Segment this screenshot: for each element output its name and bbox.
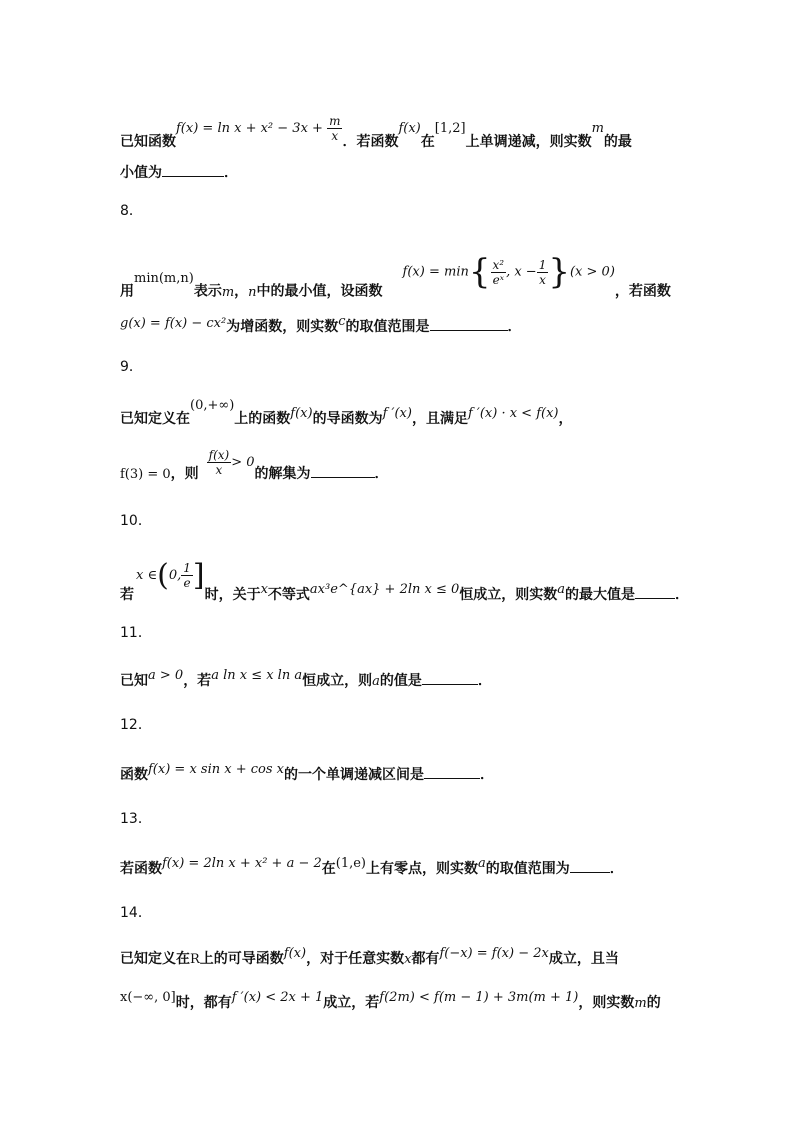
math-cond: a > 0 xyxy=(148,668,184,683)
text: 的值是 xyxy=(379,673,422,689)
text: 恒成立，则实数 xyxy=(459,587,558,603)
text: 已知定义在 xyxy=(120,411,190,427)
math-R: R xyxy=(190,952,200,967)
text: 的 xyxy=(646,995,661,1011)
text: ． xyxy=(479,767,494,783)
text: ．若函数 xyxy=(342,134,399,150)
text: 为增函数，则实数 xyxy=(226,319,339,335)
q9-line1 xyxy=(120,398,684,428)
q8-line1 xyxy=(120,252,684,312)
math-n: n xyxy=(248,284,257,300)
math-min: min(m,n) xyxy=(134,270,194,286)
text: 上有零点，则实数 xyxy=(366,861,478,877)
q7-line2 xyxy=(120,162,684,182)
formula-interval: x ∈(0, $\frac{1}{e}$ ] xyxy=(136,558,205,593)
formula-f-min: f(x) = min{ $\frac{\text{x²}}{\text{eˣ}}$ , x − $\frac{1}{x}$ }(x > 0) xyxy=(402,252,615,292)
math-fx: f(x) xyxy=(290,406,313,421)
math-fx: f(x) xyxy=(283,946,307,961)
math-f3: f(3) = 0 xyxy=(120,467,171,482)
text: 已知函数 xyxy=(120,134,176,150)
text: 在 xyxy=(321,861,336,877)
formula-frac: $\frac{f(x)}{x}$ > 0 xyxy=(208,448,255,477)
text: 的导函数为 xyxy=(312,411,383,427)
text: 时，都有 xyxy=(175,995,232,1011)
answer-blank[interactable] xyxy=(424,778,480,779)
math-eq: f(−x) = f(x) − 2x xyxy=(439,946,549,961)
question-number: 9． xyxy=(120,359,143,375)
text: 的取值范围是 xyxy=(345,319,430,335)
text: 若 xyxy=(120,587,134,603)
answer-blank[interactable] xyxy=(635,598,675,599)
text: ，则实数 xyxy=(578,995,635,1011)
math-interval: [1,2] xyxy=(434,121,466,136)
text: ． xyxy=(224,165,238,181)
text: ，则 xyxy=(170,466,199,482)
math-ineq: ax³e^{ax} + 2ln x ≤ 0 xyxy=(309,582,460,597)
text: 小值为 xyxy=(120,165,162,181)
math-ineq: f ′(x) · x < f(x) xyxy=(467,406,559,421)
math-x: x xyxy=(404,952,412,967)
q11-line1 xyxy=(120,670,684,690)
text: 中的最小值，设函数 xyxy=(256,283,383,300)
math-fprime: f ′(x) xyxy=(382,406,412,421)
math-ineq: a ln x ≤ x ln a xyxy=(211,668,303,683)
q8-line2 xyxy=(120,316,684,336)
math-interval: (1,e) xyxy=(335,856,366,871)
math-ineq2: f(2m) < f(m − 1) + 3m(m + 1) xyxy=(379,990,579,1005)
text: 上单调递减，则实数 xyxy=(465,134,592,150)
text: ，且满足 xyxy=(411,411,468,427)
math-m: m xyxy=(634,996,647,1011)
text: ． xyxy=(374,466,389,482)
answer-blank[interactable] xyxy=(311,477,375,478)
text: 函数 xyxy=(120,767,148,783)
q9-line2 xyxy=(120,448,684,489)
text: 在 xyxy=(420,134,435,150)
q7-line1 xyxy=(120,114,684,157)
text: 的解集为 xyxy=(254,466,311,482)
math-a: a xyxy=(478,856,486,871)
math-a: a xyxy=(557,582,566,597)
math-fx: f(x) xyxy=(398,121,421,136)
math-m: m xyxy=(221,284,235,300)
formula-g: g(x) = f(x) − cx² xyxy=(120,316,227,331)
text: 恒成立，则 xyxy=(302,673,373,689)
text: ，对于任意实数 xyxy=(306,951,405,967)
q10-line1 xyxy=(120,558,690,613)
text: 已知 xyxy=(120,673,148,689)
math-m: m xyxy=(591,121,604,136)
text: 的最 xyxy=(603,134,632,150)
question-number: 11． xyxy=(120,625,152,641)
question-number: 13． xyxy=(120,811,152,827)
text: 若函数 xyxy=(120,861,162,877)
text: 都有 xyxy=(411,951,440,967)
answer-blank[interactable] xyxy=(162,176,224,177)
text: ． xyxy=(507,319,522,335)
math-a: a xyxy=(372,674,380,689)
answer-blank[interactable] xyxy=(430,330,508,331)
text: 成立，且当 xyxy=(548,951,619,967)
q14-line1 xyxy=(120,948,684,968)
text: 不等式 xyxy=(267,587,310,603)
text: 表示 xyxy=(193,283,222,300)
text: ， xyxy=(558,411,573,427)
text: 已知定义在 xyxy=(120,951,190,967)
q14-line2 xyxy=(120,992,684,1012)
question-number: 14． xyxy=(120,905,152,921)
text: 的取值范围为 xyxy=(485,861,570,877)
math-x: x xyxy=(260,582,268,597)
answer-blank[interactable] xyxy=(422,684,478,685)
text: ，若函数 xyxy=(614,283,671,300)
text: 的最大值是 xyxy=(565,587,636,603)
question-number: 12． xyxy=(120,717,152,733)
text: ． xyxy=(609,861,624,877)
math-formula: f(x) = 2ln x + x² + a − 2 xyxy=(162,856,322,871)
math-formula: f(x) = x sin x + cos x xyxy=(148,762,284,777)
text: 的一个单调递减区间是 xyxy=(283,767,424,783)
text: 成立，若 xyxy=(323,995,380,1011)
math-c: c xyxy=(338,314,346,329)
text: ，若 xyxy=(183,673,212,689)
math-domain: x(−∞, 0] xyxy=(120,990,176,1005)
text: ． xyxy=(477,673,492,689)
math-domain: (0,+∞) xyxy=(190,398,235,413)
q12-line1 xyxy=(120,764,684,784)
text: 上的函数 xyxy=(234,411,291,427)
answer-blank[interactable] xyxy=(570,872,610,873)
text: 上的可导函数 xyxy=(199,951,284,967)
formula-f: f(x) = ln x + x² − 3x + $\frac{m}{x}$ xyxy=(176,114,341,143)
question-number: 10． xyxy=(120,513,152,529)
question-number: 8． xyxy=(120,203,143,219)
q13-line1 xyxy=(120,858,684,878)
text: ． xyxy=(675,587,690,603)
text: ， xyxy=(234,283,249,300)
math-ineq1: f ′(x) < 2x + 1 xyxy=(231,990,324,1005)
text: 时，关于 xyxy=(204,587,261,603)
text: 用 xyxy=(120,283,134,300)
